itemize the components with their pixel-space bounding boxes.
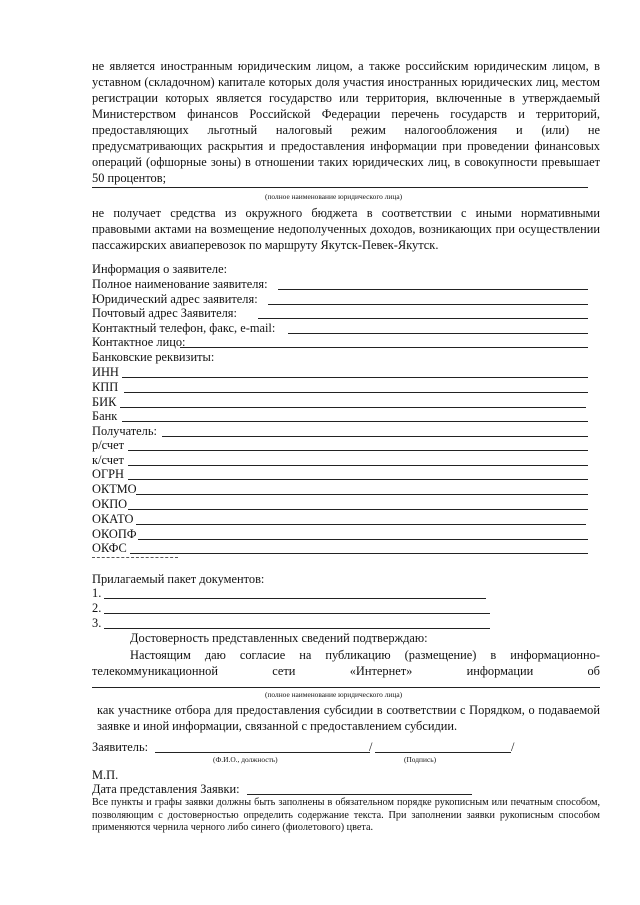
- correspondent-account-field[interactable]: [92, 453, 592, 468]
- document-1-label: 1.: [92, 586, 102, 600]
- ogrn-field[interactable]: [92, 467, 592, 482]
- recipient-field[interactable]: [92, 424, 592, 439]
- okopf-label: ОКОПФ: [92, 527, 137, 541]
- document-2-field[interactable]: [92, 601, 592, 616]
- okfs-field[interactable]: [92, 541, 592, 556]
- okato-label: ОКАТО: [92, 512, 134, 526]
- settlement-account-field[interactable]: [92, 438, 592, 453]
- okato-field[interactable]: [92, 512, 592, 527]
- paragraph-budget: не получает средства из окружного бюджета в соответствии с иными нормативными правовыми актами на возмещение недополученных доходов, возникающих при осуществлении пассажирских авиаперевозок по маршруту Якутск-Певек-Якутск.: [92, 206, 600, 252]
- oktmo-label: ОКТМО: [92, 482, 137, 496]
- bank-field[interactable]: [92, 409, 592, 424]
- ogrn-label: ОГРН: [92, 467, 124, 481]
- stamp-label: М.П.: [92, 768, 119, 782]
- recipient-label: Получатель:: [92, 424, 157, 438]
- full-name-label: Полное наименование заявителя:: [92, 277, 268, 291]
- contact-person-field[interactable]: [92, 335, 592, 350]
- paragraph-foreign-entity: не является иностранным юридическим лицом, а также российским юридическим лицом, в уставном (складочном) капитале которых доля участия иностранных юридических лиц, местом регистрации которых является государство или территория, включенные в утверждаемый Министерством финансов Российской Федерации перечень государств и территорий, предоставляющих льготный налоговый режим налогообложения и (или) не предусматривающих раскрытия и предоставления информации при проведении финансовых операций (офшорные зоны) в отношении таких юридических лиц, в совокупности превышает 50 процентов;: [92, 59, 600, 185]
- signature-separator-2: /: [511, 740, 515, 754]
- confirmation-text: Достоверность представленных сведений подтверждаю:: [130, 631, 428, 645]
- contact-phone-field[interactable]: [92, 321, 592, 336]
- bank-details-heading: Банковские реквизиты:: [92, 350, 215, 364]
- bik-label: БИК: [92, 395, 117, 409]
- submission-date-line[interactable]: [247, 794, 472, 795]
- consent-paragraph: Настоящим даю согласие на публикацию (размещение) в информационно-телекоммуникационной сети «Интернет» информации об: [92, 648, 600, 678]
- signature-caption: (Подпись): [404, 755, 437, 764]
- signature-separator-1: /: [369, 740, 373, 754]
- settlement-account-label: р/счет: [92, 438, 125, 452]
- okfs-label: ОКФС: [92, 541, 127, 555]
- document-1-field[interactable]: [92, 586, 592, 601]
- postal-address-field[interactable]: [92, 306, 592, 321]
- bik-field[interactable]: [92, 395, 592, 410]
- legal-address-label: Юридический адрес заявителя:: [92, 292, 258, 306]
- applicant-info-heading: Информация о заявителе:: [92, 262, 228, 276]
- legal-address-field[interactable]: [92, 292, 592, 307]
- entity-name-caption-2: (полное наименование юридического лица): [265, 690, 403, 699]
- postal-address-label: Почтовый адрес Заявителя:: [92, 306, 237, 320]
- bank-label: Банк: [92, 409, 118, 423]
- inn-field[interactable]: [92, 365, 592, 380]
- entity-name-line-2[interactable]: [92, 687, 600, 688]
- submission-date-label: Дата представления Заявки:: [92, 782, 240, 796]
- document-2-label: 2.: [92, 601, 102, 615]
- applicant-signature-label: Заявитель:: [92, 740, 149, 754]
- signature-line[interactable]: [375, 752, 511, 753]
- inn-label: ИНН: [92, 365, 119, 379]
- full-name-position-caption: (Ф.И.О., должность): [213, 755, 278, 764]
- document-3-field[interactable]: [92, 616, 592, 631]
- kpp-label: КПП: [92, 380, 119, 394]
- entity-name-caption-1: (полное наименование юридического лица): [265, 192, 403, 201]
- entity-name-line-1[interactable]: [92, 187, 588, 188]
- section-separator: [92, 557, 178, 558]
- okpo-field[interactable]: [92, 497, 592, 512]
- full-name-field[interactable]: [92, 277, 592, 292]
- okpo-label: ОКПО: [92, 497, 128, 511]
- contact-phone-label: Контактный телефон, факс, e-mail:: [92, 321, 276, 335]
- document-3-label: 3.: [92, 616, 102, 630]
- instructions-note: Все пункты и графы заявки должны быть заполнены в обязательном порядке рукописным или печатным способом, позволяющим с достоверностью определить содержание текста. При заполнении заявки рукописным способом применяются чернила черного либо синего (фиолетового) цвета.: [92, 797, 600, 833]
- full-name-position-line[interactable]: [155, 752, 370, 753]
- oktmo-field[interactable]: [92, 482, 592, 497]
- attached-documents-heading: Прилагаемый пакет документов:: [92, 572, 265, 586]
- correspondent-account-label: к/счет: [92, 453, 124, 467]
- kpp-field[interactable]: [92, 380, 592, 395]
- okopf-field[interactable]: [92, 527, 592, 542]
- contact-person-label: Контактное лицо:: [92, 335, 186, 349]
- participant-paragraph: как участнике отбора для предоставления субсидии в соответствии с Порядком, о подаваемой заявке и иной информации, связанной с предоставлением субсидии.: [97, 703, 600, 733]
